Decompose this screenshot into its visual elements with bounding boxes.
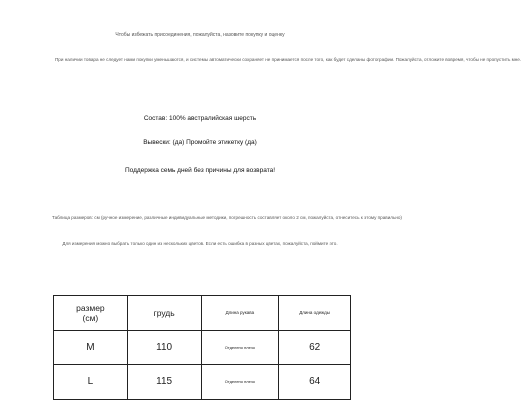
label-text: Вывески: (да) Промойте этикетку (да) (143, 139, 257, 146)
header-length: Длина одежды (279, 296, 351, 331)
second-note: При наличии товара не следует нами покупки уменьшаются, и системы автоматически сохраняет не принимается после того, как будет сделаны фотографии. Пожалуйста, отложите вовремя, чтобы не пропустить мне. (55, 57, 521, 62)
size-cell: M (54, 330, 128, 365)
header-size-unit: (см) (82, 312, 99, 323)
header-sleeve: Длина рукава (201, 296, 279, 331)
header-size (54, 296, 128, 331)
table-row (54, 365, 351, 400)
top-note: Чтобы избежать присоединения, пожалуйста, назовите покупку и оценку (115, 32, 285, 38)
table-row (54, 330, 351, 365)
composition-text: Состав: 100% австралийская шерсть (143, 115, 257, 122)
size-cell: L (54, 365, 128, 400)
chest-cell: 115 (127, 365, 201, 400)
sleeve-cell: Отделено плечо (201, 365, 279, 400)
measurement-note: Для измерения можно выбрать только один из нескольких цветов. Если есть ошибка в разных цветах, пожалуйста, поймите это. (62, 241, 338, 246)
chest-cell: 110 (127, 330, 201, 365)
sleeve-cell: Отделено плечо (201, 330, 279, 365)
length-cell: 64 (279, 365, 351, 400)
header-size-label: размер (76, 302, 105, 313)
table-header-row (54, 296, 351, 331)
length-cell: 62 (279, 330, 351, 365)
return-policy-text: Поддержка семь дней без причины для возврата! (124, 167, 276, 174)
header-chest: грудь (127, 296, 201, 331)
size-table (53, 295, 351, 400)
size-table-note: Таблица размеров: см (ручное измерение, различные индивидуальные методики, погрешность составляет около 2 см, пожалуйста, отнеситесь к этому правильно) (52, 215, 402, 220)
